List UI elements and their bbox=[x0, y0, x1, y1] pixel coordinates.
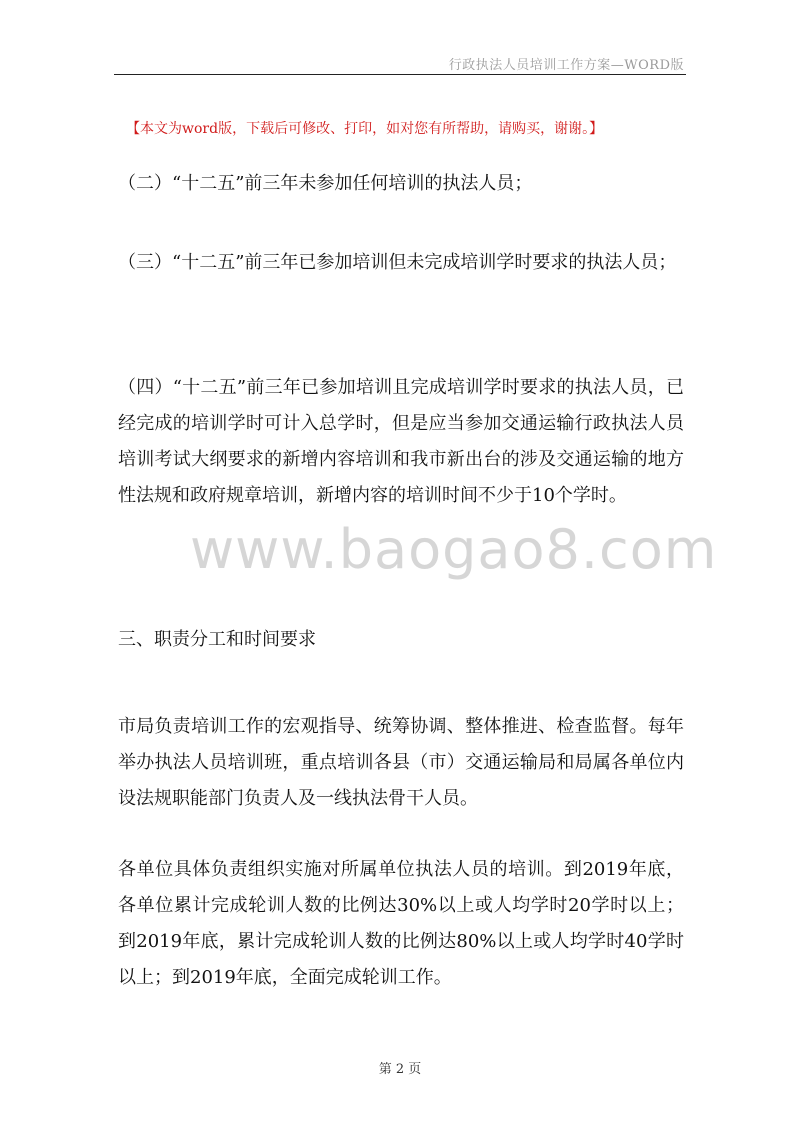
header-rule bbox=[114, 74, 686, 75]
paragraph-responsibility: 市局负责培训工作的宏观指导、统筹协调、整体推进、检查监督。每年举办执法人员培训班，重点培训各县（市）交通运输局和局属各单位内设法规职能部门负责人及一线执法骨干人员。 bbox=[118, 716, 684, 809]
page-number: 第 2 页 bbox=[378, 1062, 422, 1077]
paragraph-3: （三）“十二五”前三年已参加培训但未完成培训学时要求的执法人员； bbox=[118, 252, 677, 273]
paragraph-4: （四）“十二五”前三年已参加培训且完成培训学时要求的执法人员，已经完成的培训学时可计入总学时，但是应当参加交通运输行政执法人员培训考试大纲要求的新增内容培训和我市新出台的涉及交通运输的地方性法规和政府规章培训，新增内容的培训时间不少于10个学时。 bbox=[118, 377, 684, 506]
running-header: 行政执法人员培训工作方案—WORD版 bbox=[448, 58, 684, 73]
section-heading-3: 三、职责分工和时间要求 bbox=[118, 629, 316, 650]
paragraph-schedule: 各单位具体负责组织实施对所属单位执法人员的培训。到2019年底，各单位累计完成轮训人数的比例达30%以上或人均学时20学时以上；到2019年底，累计完成轮训人数的比例达80%以上或人均学时40学时以上；到2019年底，全面完成轮训工作。 bbox=[118, 859, 684, 988]
watermark: www.baogao8.com bbox=[190, 518, 718, 581]
paragraph-2: （二）“十二五”前三年未参加任何培训的执法人员； bbox=[118, 173, 533, 194]
download-notice: 【本文为word版，下载后可修改、打印，如对您有所帮助，请购买，谢谢。】 bbox=[126, 121, 604, 137]
